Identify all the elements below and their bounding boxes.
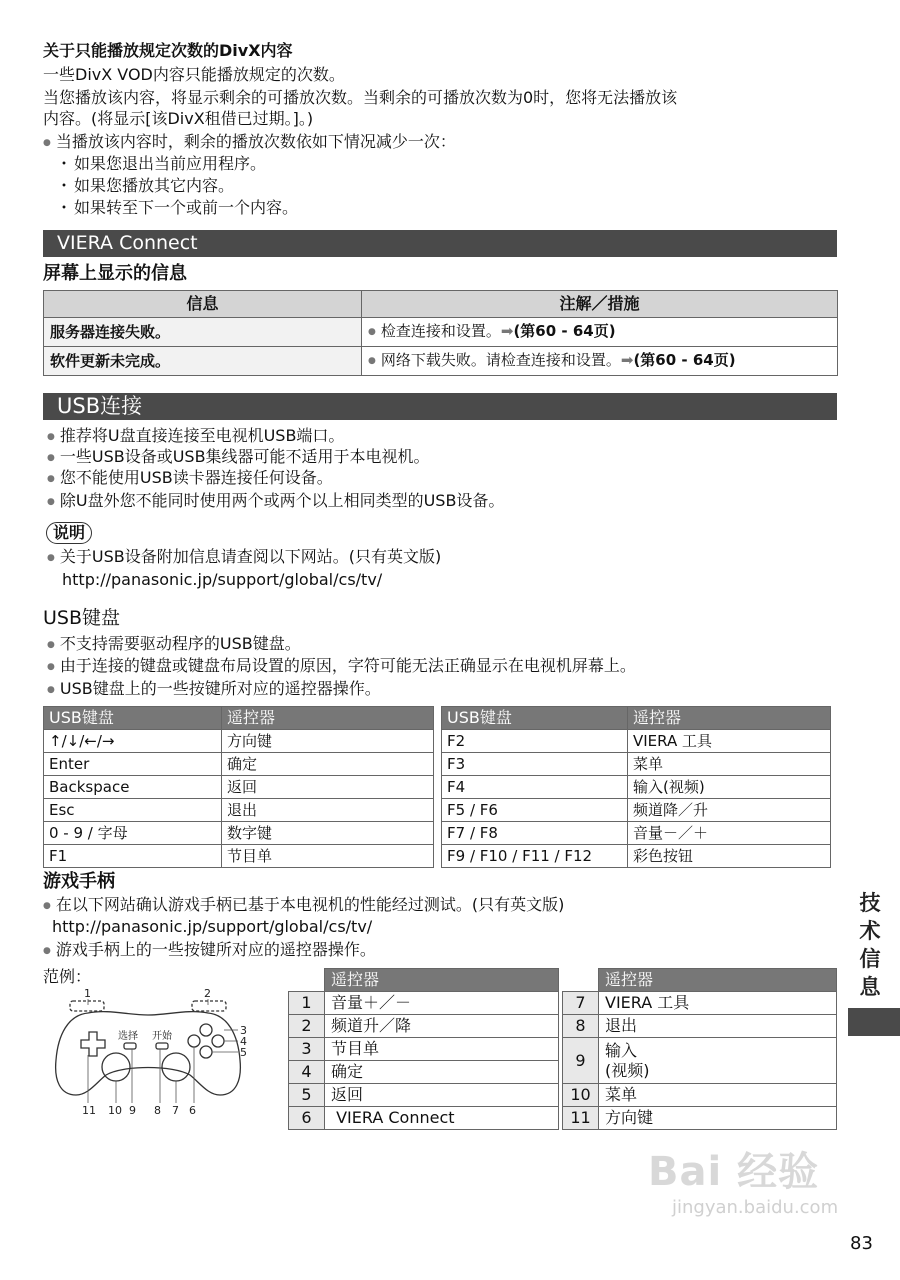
start-button [156,1043,168,1049]
divx-text-line: 内容。(将显示[该DivX租借已过期。]。) [43,109,314,128]
right-stick [162,1053,190,1081]
table-row [44,845,831,868]
usb-bullet: ● 一些USB设备或USB集线器可能不适用于本电视机。 [47,446,430,471]
col-header-remote: 遥控器 [628,707,831,730]
remote-cell: 方向键 [222,730,434,753]
table-row [44,822,831,845]
button-number: 10 [563,1084,599,1107]
viera-info-table [43,290,838,376]
remote-cell: 数字键 [222,822,434,845]
keyboard-bullet: ● USB键盘上的一些按键所对应的遥控器操作。 [47,678,381,703]
keyboard-heading-text: USB键盘 [43,607,121,629]
key-cell: F2 [442,730,628,753]
watermark-logo: Bai 经验 [648,1149,820,1195]
col-header-info: 信息 [44,291,362,318]
arrow-right-icon: ➡ [500,321,514,340]
key-cell: Backspace [44,776,222,799]
gamepad-bullet: ● 游戏手柄上的一些按键所对应的遥控器操作。 [43,939,376,964]
key-cell: 0 - 9 / 字母 [44,822,222,845]
col-header-remote: 遥控器 [325,969,559,992]
gamepad-diagram [48,985,258,1120]
col-header-note: 注解／措施 [362,291,838,318]
key-cell: Esc [44,799,222,822]
viera-subheading: 屏幕上显示的信息 [43,263,187,284]
button-number: 11 [563,1107,599,1130]
table-row [289,1107,837,1130]
callout-3: 3 [240,1024,247,1037]
remote-cell: 返回 [222,776,434,799]
callout-1: 1 [84,987,91,1000]
dpad-icon [81,1032,105,1056]
col-header-remote: 遥控器 [222,707,434,730]
button-number: 2 [289,1015,325,1038]
left-shoulder-button [70,1001,104,1011]
keyboard-heading [43,607,120,629]
face-button-bottom [200,1046,212,1058]
callout-4: 4 [240,1035,247,1048]
callout-11: 11 [82,1104,96,1117]
remote-cell: 输入(视频) [628,776,831,799]
blank-header [289,969,325,992]
info-note [362,318,838,347]
column-gap [434,799,442,822]
divx-bullet: ● 当播放该内容时，剩余的播放次数依如下情况减少一次： [43,131,456,156]
remote-cell: 菜单 [599,1084,837,1107]
button-number: 5 [289,1084,325,1107]
remote-cell: 确定 [222,753,434,776]
callout-2: 2 [204,987,211,1000]
usb-bullet: ● 您不能使用USB读卡器连接任何设备。 [47,467,333,492]
button-number: 1 [289,992,325,1015]
column-gap [559,1061,563,1084]
gamepad-heading: 游戏手柄 [43,871,115,892]
table-row [44,318,838,347]
callout-5: 5 [240,1046,247,1059]
usb-bullet: ● 推荐将U盘直接连接至电视机USB端口。 [47,425,344,450]
note-text: ● 网络下载失败。请检查连接和设置。 [368,351,621,369]
button-number: 3 [289,1038,325,1061]
table-row [289,1084,837,1107]
remote-cell: 方向键 [599,1107,837,1130]
col-header-key: USB键盘 [44,707,222,730]
remote-cell: VIERA 工具 [599,992,837,1015]
table-row [44,753,831,776]
col-header-remote: 遥控器 [599,969,837,992]
table-row [289,992,837,1015]
usb-note-url[interactable]: http://panasonic.jp/support/global/cs/tv/ [62,570,383,589]
gamepad-body [56,1012,241,1095]
gamepad-url[interactable]: http://panasonic.jp/support/global/cs/tv/ [52,917,373,936]
button-number: 8 [563,1015,599,1038]
callout-10: 10 [108,1104,122,1117]
gamepad-bullet: ● 在以下网站确认游戏手柄已基于本电视机的性能经过测试。(只有英文版) [43,894,564,919]
side-tab-marker [848,1008,900,1036]
side-tab-label: 技术信息 [859,891,881,999]
key-cell: F3 [442,753,628,776]
table-row [289,1015,837,1038]
button-number: 7 [563,992,599,1015]
face-button-right [212,1035,224,1047]
keyboard-bullet: ● 由于连接的键盘或键盘布局设置的原因，字符可能无法正确显示在电视机屏幕上。 [47,655,636,680]
column-gap [434,707,442,730]
remote-cell: 退出 [222,799,434,822]
page-ref: (第60 - 64页) [513,321,616,340]
blank-header [563,969,599,992]
note-label-badge: 说明 [46,522,92,544]
column-gap [434,730,442,753]
key-cell: ↑/↓/←/→ [44,730,222,753]
remote-cell: 音量－／＋ [628,822,831,845]
remote-cell: 菜单 [628,753,831,776]
table-row [44,799,831,822]
start-label: 开始 [152,1031,172,1042]
info-message: 服务器连接失败。 [44,318,362,347]
remote-cell: 节目单 [325,1038,559,1061]
callout-6: 6 [189,1104,196,1117]
gamepad-table [288,968,837,1130]
remote-cell: 彩色按钮 [628,845,831,868]
remote-cell: VIERA 工具 [628,730,831,753]
callout-9: 9 [129,1104,136,1117]
table-row [44,347,838,376]
key-cell: F9 / F10 / F11 / F12 [442,845,628,868]
remote-cell: 退出 [599,1015,837,1038]
key-cell: F7 / F8 [442,822,628,845]
remote-cell: 频道升／降 [325,1015,559,1038]
key-cell: F1 [44,845,222,868]
column-gap [434,776,442,799]
key-cell: F4 [442,776,628,799]
callout-8: 8 [154,1104,161,1117]
key-cell: Enter [44,753,222,776]
key-cell: F5 / F6 [442,799,628,822]
keyboard-bullet: ● 不支持需要驱动程序的USB键盘。 [47,633,301,658]
remote-cell: VIERA Connect [325,1107,559,1130]
face-button-top [200,1024,212,1036]
column-gap [434,822,442,845]
col-header-key: USB键盘 [442,707,628,730]
select-button [124,1043,136,1049]
column-gap [434,753,442,776]
info-note [362,347,838,376]
viera-section-bar: VIERA Connect [43,230,837,257]
face-button-left [188,1035,200,1047]
divx-sub-item: ・ 如果您播放其它内容。 [56,175,234,197]
page-number: 83 [850,1233,873,1254]
usb-note-text: ● 关于USB设备附加信息请查阅以下网站。(只有英文版) [47,546,441,571]
table-row [44,776,831,799]
info-message: 软件更新未完成。 [44,347,362,376]
remote-cell: 确定 [325,1061,559,1084]
remote-cell: 返回 [325,1084,559,1107]
remote-cell: 节目单 [222,845,434,868]
button-number: 6 [289,1107,325,1130]
watermark-url: jingyan.baidu.com [672,1197,839,1218]
divx-heading: 关于只能播放规定次数的DivX内容 [43,41,293,60]
callout-7: 7 [172,1104,179,1117]
table-row [44,730,831,753]
remote-cell: 音量＋／－ [325,992,559,1015]
button-number: 4 [289,1061,325,1084]
usb-section-bar: USB连接 [43,393,837,420]
keyboard-table [43,706,831,868]
divx-sub-item: ・ 如果转至下一个或前一个内容。 [56,197,298,219]
example-label: 范例： [43,967,92,986]
select-label: 选择 [118,1031,138,1042]
note-text: ● 检查连接和设置。 [368,322,501,340]
button-number: 9 [563,1038,599,1084]
divx-text-line: 一些DivX VOD内容只能播放规定的次数。 [43,65,345,84]
right-shoulder-button [192,1001,226,1011]
divx-text-line: 当您播放该内容，将显示剩余的可播放次数。当剩余的可播放次数为0时，您将无法播放该 [43,88,678,107]
page-ref: (第60 - 64页) [633,350,736,369]
usb-bullet: ● 除U盘外您不能同时使用两个或两个以上相同类型的USB设备。 [47,490,504,515]
remote-cell: 输入 (视频) [599,1038,837,1084]
table-row [289,1038,837,1061]
column-gap [434,845,442,868]
left-stick [102,1053,130,1081]
divx-sub-item: ・ 如果您退出当前应用程序。 [56,153,266,175]
arrow-right-icon: ➡ [620,350,634,369]
remote-cell: 频道降／升 [628,799,831,822]
